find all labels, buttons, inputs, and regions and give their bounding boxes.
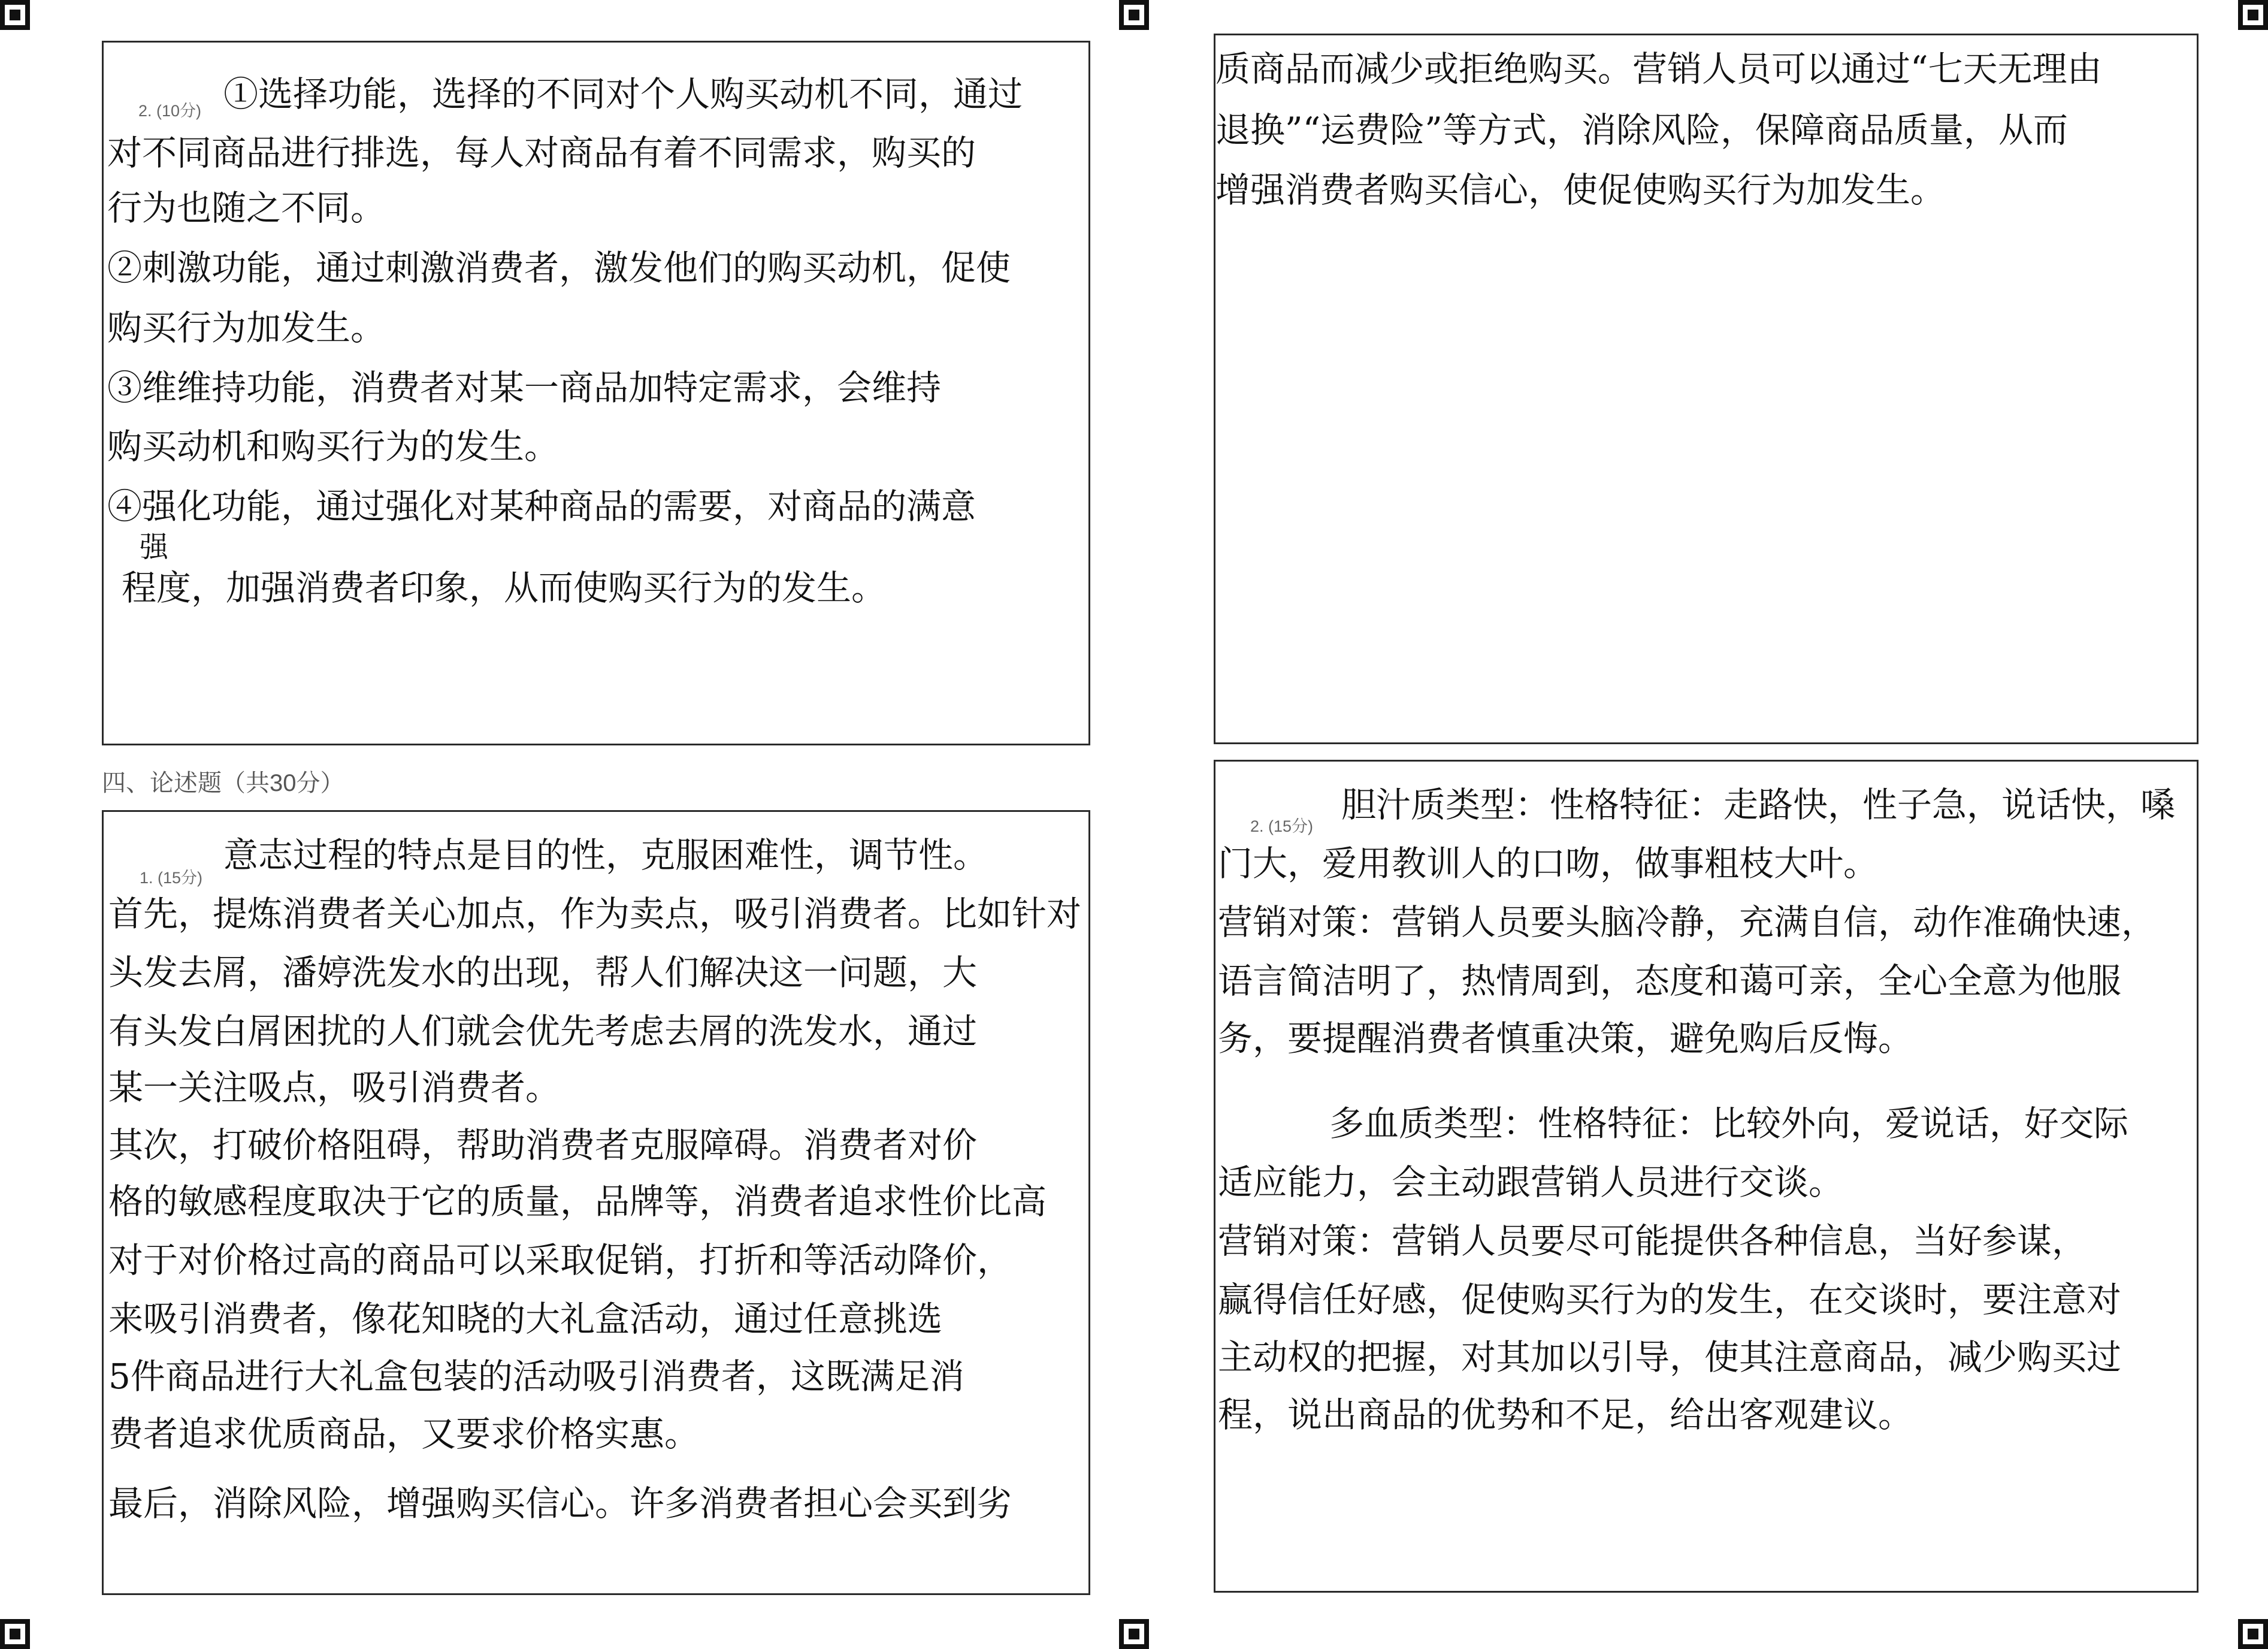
answer-line: 5件商品进行大礼盒包装的活动吸引消费者，这既满足消	[108, 1356, 964, 1397]
question-number: 1. (15分)	[140, 869, 203, 887]
answer-line: 来吸引消费者，像花知晓的大礼盒活动，通过任意挑选	[108, 1298, 943, 1339]
answer-line: 务，要提醒消费者慎重决策，避免购后反悔。	[1218, 1018, 1913, 1059]
answer-box-essay-q2	[1214, 760, 2199, 1593]
answer-line: 增强消费者购买信心，使促使购买行为加发生。	[1215, 170, 1946, 210]
answer-line: 营销对策：营销人员要头脑冷静，充满自信，动作准确快速，	[1218, 902, 2157, 943]
answer-box-short-q2	[102, 41, 1090, 745]
answer-line: 意志过程的特点是目的性，克服困难性，调节性。	[223, 835, 988, 875]
registration-marker-top-left	[0, 0, 30, 30]
registration-marker-bottom-left	[0, 1619, 30, 1649]
answer-line: 退换”“运费险”等方式，消除风险，保障商品质量，从而	[1215, 110, 2068, 150]
answer-line: 某一关注吸点，吸引消费者。	[108, 1067, 561, 1108]
answer-line: 营销对策：营销人员要尽可能提供各种信息，当好参谋，	[1218, 1221, 2087, 1261]
answer-line: 购买行为加发生。	[107, 307, 386, 348]
answer-box-essay-q1	[102, 810, 1090, 1595]
answer-line: 其次，打破价格阻碍，帮助消费者克服障碍。消费者对价	[108, 1125, 978, 1165]
section-heading: 四、论述题（共30分）	[102, 770, 344, 796]
registration-marker-bottom-center	[1119, 1619, 1149, 1649]
answer-line: 格的敏感程度取决于它的质量，品牌等，消费者追求性价比高	[108, 1181, 1047, 1222]
answer-line: ③维维持功能，消费者对某一商品加特定需求，会维持	[107, 367, 942, 408]
answer-line: 多血质类型：性格特征：比较外向，爱说话，好交际	[1329, 1103, 2129, 1144]
answer-line: 购买动机和购买行为的发生。	[107, 426, 560, 467]
answer-line: ①选择功能，选择的不同对个人购买动机不同，通过	[223, 74, 1023, 114]
answer-line: 首先，提炼消费者关心加点，作为卖点，吸引消费者。比如针对	[108, 893, 1082, 934]
answer-line-correction: 强	[140, 530, 169, 564]
answer-line: 最后，消除风险，增强购买信心。许多消费者担心会买到劣	[108, 1483, 1012, 1524]
answer-line: 胆汁质类型：性格特征：走路快，性子急，说话快，嗓	[1341, 784, 2176, 825]
answer-line: ④强化功能，通过强化对某种商品的需要，对商品的满意	[107, 486, 976, 527]
registration-marker-top-center	[1119, 0, 1149, 30]
answer-line: 质商品而减少或拒绝购买。营销人员可以通过“七天无理由	[1215, 49, 2102, 89]
answer-line: 主动权的把握，对其加以引导，使其注意商品，减少购买过	[1218, 1337, 2122, 1378]
answer-line: 有头发白屑困扰的人们就会优先考虑去屑的洗发水，通过	[108, 1011, 978, 1052]
answer-line: 头发去屑，潘婷洗发水的出现，帮人们解决这一问题，大	[108, 952, 978, 993]
answer-line: 程，说出商品的优势和不足，给出客观建议。	[1218, 1394, 1913, 1435]
answer-box-continuation	[1214, 34, 2199, 744]
answer-line: 赢得信任好感，促使购买行为的发生，在交谈时，要注意对	[1218, 1279, 2122, 1320]
question-number: 2. (10分)	[138, 102, 202, 120]
answer-line: 程度，加强消费者印象，从而使购买行为的发生。	[122, 567, 887, 608]
registration-marker-bottom-right	[2238, 1619, 2268, 1649]
answer-line: 门大，爱用教训人的口吻，做事粗枝大叶。	[1218, 843, 1879, 884]
answer-line: 语言简洁明了，热情周到，态度和蔼可亲，全心全意为他服	[1218, 961, 2122, 1001]
answer-line: 费者追求优质商品，又要求价格实惠。	[108, 1414, 700, 1454]
answer-line: 适应能力，会主动跟营销人员进行交谈。	[1218, 1162, 1844, 1203]
answer-line: 对于对价格过高的商品可以采取促销，打折和等活动降价，	[108, 1240, 1012, 1280]
answer-line: 行为也随之不同。	[107, 188, 386, 228]
registration-marker-top-right	[2238, 0, 2268, 30]
question-number: 2. (15分)	[1250, 817, 1314, 835]
answer-line: ②刺激功能，通过刺激消费者，激发他们的购买动机，促使	[107, 247, 1011, 288]
answer-line: 对不同商品进行排选，每人对商品有着不同需求，购买的	[107, 132, 976, 173]
